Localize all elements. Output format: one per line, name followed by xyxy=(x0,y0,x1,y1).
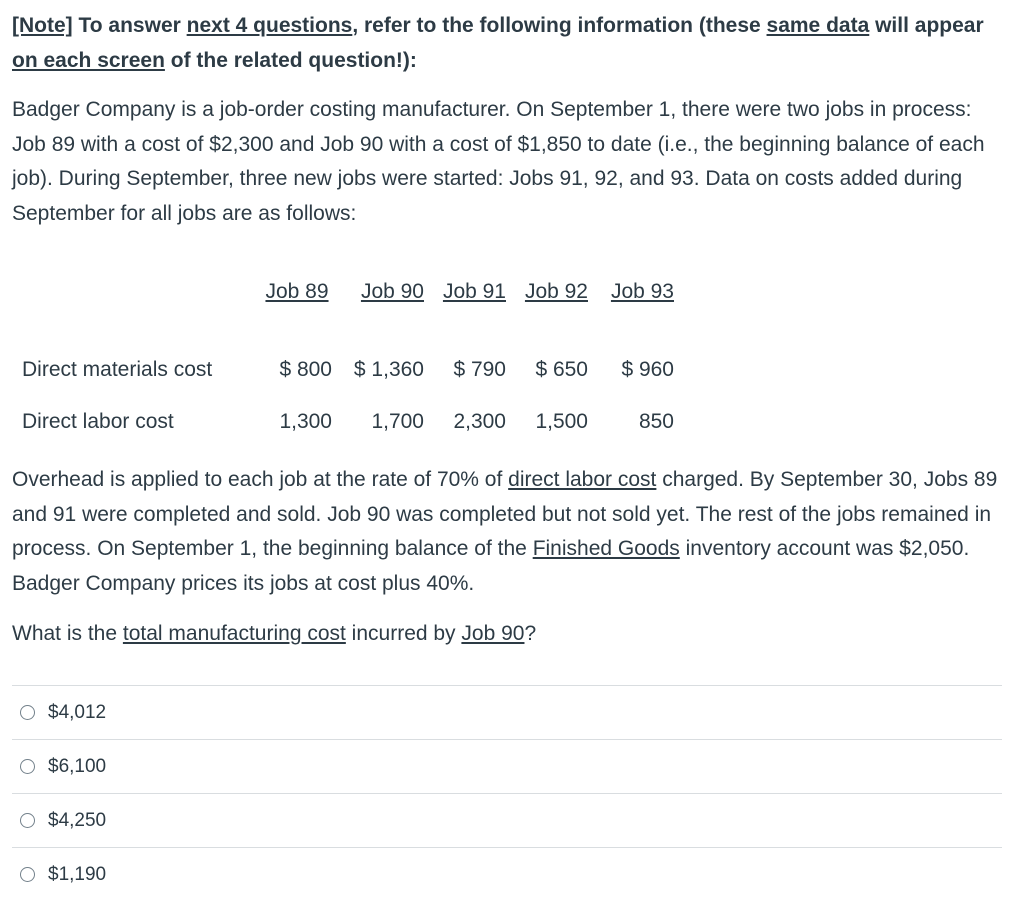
table-header-empty xyxy=(22,270,262,314)
same-data: same data xyxy=(766,14,870,37)
direct-labor-cost-term: direct labor cost xyxy=(508,468,657,491)
question-text xyxy=(12,617,1002,652)
table-row xyxy=(22,344,674,396)
row-label-labor: Direct labor cost xyxy=(22,410,174,433)
table-cell: $ 650 xyxy=(535,358,588,381)
row-label-materials: Direct materials cost xyxy=(22,358,213,381)
answer-label: $1,190 xyxy=(48,863,107,885)
answer-options xyxy=(12,685,1002,901)
note-heading xyxy=(12,8,1002,78)
job-90-term: Job 90 xyxy=(461,622,525,645)
table-row xyxy=(22,396,674,448)
question-part: incurred by xyxy=(345,622,462,645)
total-manufacturing-cost-term: total manufacturing cost xyxy=(122,622,346,645)
intro-paragraph: Badger Company is a job-order costing manufacturer. On September 1, there were two jobs in process: Job 89 with a cost of $2,300 and Job 90 with a cost of $1,850 to date (i.e., the beginning balance of each job). During September, three new jobs were started: Jobs 91, 92, and 93. Data on costs added during September for all jobs are as follows: xyxy=(12,98,985,225)
header-job-89: Job 89 xyxy=(265,280,329,303)
answer-label: $6,100 xyxy=(48,755,107,777)
table-cell: 1,700 xyxy=(371,410,424,433)
radio-button[interactable] xyxy=(20,867,35,882)
header-job-92: Job 92 xyxy=(524,280,588,303)
radio-button[interactable] xyxy=(20,759,35,774)
overhead-text: inventory account was $2,050. Badger Company prices its jobs at cost plus 40%. xyxy=(12,537,970,595)
on-each-screen: on each screen xyxy=(12,49,165,72)
note-label: [Note] xyxy=(12,14,73,37)
answer-option[interactable] xyxy=(12,739,1002,793)
finished-goods-term: Finished Goods xyxy=(532,537,680,560)
header-job-91: Job 91 xyxy=(442,280,506,303)
table-cell: $ 790 xyxy=(453,358,506,381)
header-job-90: Job 90 xyxy=(360,280,424,303)
overhead-text: Overhead is applied to each job at the rate of 70% of xyxy=(12,468,509,491)
note-text: , refer to the following information (these xyxy=(352,14,767,37)
note-text: will appear xyxy=(869,14,984,37)
overhead-paragraph xyxy=(12,463,1002,601)
table-cell: 2,300 xyxy=(453,410,506,433)
note-text: To answer xyxy=(72,14,187,37)
table-cell: 1,300 xyxy=(279,410,332,433)
next-4-questions: next 4 questions xyxy=(186,14,353,37)
answer-option[interactable] xyxy=(12,685,1002,739)
table-cell: 1,500 xyxy=(535,410,588,433)
answer-label: $4,012 xyxy=(48,701,107,723)
table-cell: $ 800 xyxy=(279,358,332,381)
radio-button[interactable] xyxy=(20,813,35,828)
job-cost-table xyxy=(22,270,674,448)
table-cell: $ 960 xyxy=(621,358,674,381)
header-job-93: Job 93 xyxy=(610,280,674,303)
table-cell: $ 1,360 xyxy=(353,358,424,381)
answer-label: $4,250 xyxy=(48,809,107,831)
table-cell: 850 xyxy=(638,410,674,433)
question-part: ? xyxy=(524,622,537,645)
overhead-text: charged. By September 30, Jobs 89 and 91 were completed and sold. Job 90 was completed but not sold yet. The rest of the jobs remained in process. On September 1, the beginning balance of the xyxy=(12,468,998,560)
question-page xyxy=(12,8,1002,885)
table-header-row xyxy=(22,270,674,314)
note-text: of the related question!): xyxy=(164,49,417,72)
answer-option[interactable] xyxy=(12,847,1002,901)
radio-button[interactable] xyxy=(20,705,35,720)
question-part: What is the xyxy=(12,622,123,645)
answer-option[interactable] xyxy=(12,793,1002,847)
